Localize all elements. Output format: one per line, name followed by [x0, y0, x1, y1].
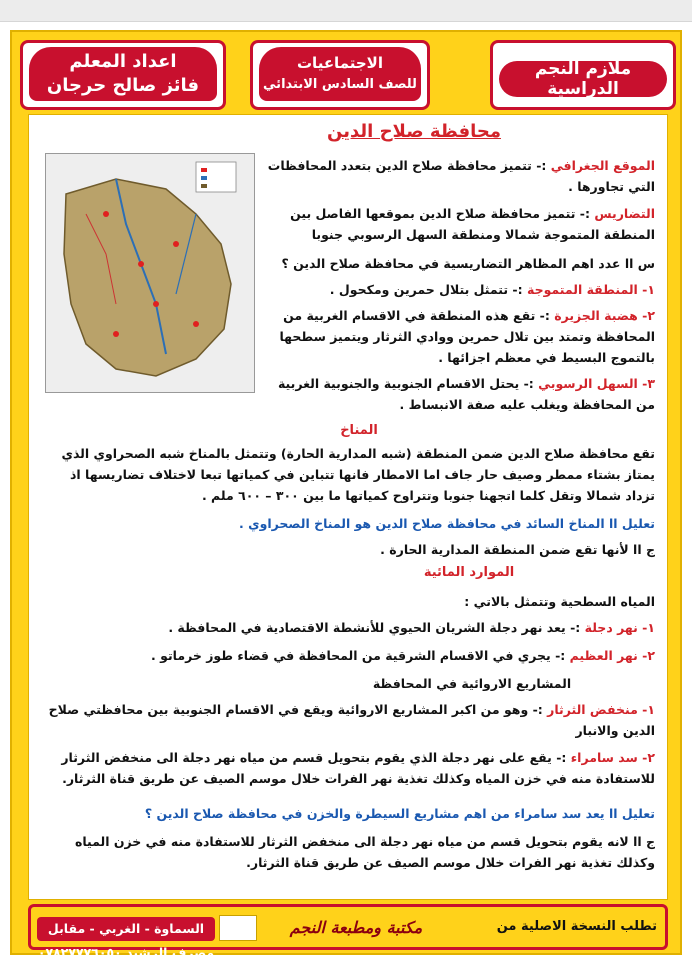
- river-2-label: ٢- نهر العظيم: [569, 648, 655, 663]
- teacher-header: [20, 40, 226, 110]
- content-area: [28, 114, 668, 900]
- answer-2-text: :- تقع هذه المنطقة في الاقسام الغربية من المحافظة وتمتد بين تلال حمرين ووادي الثرثار ويتميز سطحها بالتموج البسيط في معظم اجزائها .: [279, 308, 655, 365]
- irrigation-heading: المشاريع الاروائية في المحافظة: [372, 676, 572, 691]
- answer-1-text: :- تتمثل بتلال حمرين ومكحول .: [329, 282, 523, 297]
- subject-header: [250, 40, 430, 110]
- top-bar: [0, 0, 692, 22]
- prepared-by-label: اعداد المعلم: [69, 51, 177, 72]
- footer-bar: [28, 904, 668, 960]
- climate-heading: المناخ: [340, 423, 378, 438]
- footer-order-text: تطلب النسخة الاصلية من: [496, 919, 657, 934]
- project-1-label: ١- منخفض الثرثار: [547, 702, 655, 717]
- river-2-item: [43, 645, 655, 666]
- location-label: الموقع الجغرافي: [550, 158, 655, 173]
- river-1-label: ١- نهر دجلة: [584, 620, 655, 635]
- project-2-label: ٢- سد سامراء: [570, 750, 655, 765]
- question-1: س اا عدد اهم المظاهر التضاريسية في محافظة صلاح الدين ؟: [281, 256, 655, 271]
- answer-3-item: [265, 373, 655, 415]
- project-1-text: :- وهو من اكبر المشاريع الاروائية ويقع في الاقسام الجنوبية بين محافظتي صلاح الدين والانبار: [48, 702, 655, 738]
- terrain-text: :- تتميز محافظة صلاح الدين بموقعها الفاصل بين المنطقة المتموجة شمالا ومنطقة السهل الرسوبي جنوبا: [290, 206, 655, 242]
- river-1-text: :- يعد نهر دجلة الشريان الحيوي للأنشطة الاقتصادية في المحافظة .: [168, 620, 581, 635]
- answer-3-label: ٣- السهل الرسوبي: [538, 376, 655, 391]
- project-1-item: [43, 699, 655, 741]
- series-header: [490, 40, 676, 110]
- location-paragraph: [265, 155, 655, 197]
- teacher-name: فائز صالح حرجان: [46, 75, 200, 96]
- answer-2-label: ٢- هضبة الجزيرة: [554, 308, 655, 323]
- subject-title: الاجتماعيات: [296, 54, 383, 72]
- answer-reason-1: ج اا لأنها تقع ضمن المنطقة المدارية الحارة .: [380, 542, 655, 557]
- footer-blank-box: [219, 915, 257, 941]
- footer-address: السماوة - الغربي - مقابل مصرف الرشيد ٠٧٨٢٧٧٧٦٠٥٠: [37, 917, 215, 941]
- grade-label: للصف السادس الابتدائي: [263, 77, 417, 92]
- surface-water-intro: المياه السطحية وتتمثل بالاتي :: [464, 594, 655, 609]
- answer-3-text: :- يحتل الاقسام الجنوبية والجنوبية الغربية من المحافظة ويغلب عليه صفة الانبساط .: [277, 376, 655, 412]
- province-map-image: [45, 153, 255, 393]
- answer-1-item: [265, 279, 655, 300]
- reason-2: تعليل اا يعد سد سامراء من اهم مشاريع السيطرة والخزن في محافظة صلاح الدين ؟: [144, 806, 655, 821]
- answer-1-label: ١- المنطقة المتموجة: [526, 282, 655, 297]
- reason-1: تعليل اا المناخ السائد في محافظة صلاح الدين هو المناخ الصحراوي .: [239, 516, 655, 531]
- project-2-item: [43, 747, 655, 789]
- project-2-text: :- يقع على نهر دجلة الذي يقوم بتحويل قسم من مياه نهر دجلة الى منخفض الثرثار للاستفادة منه في خزن المياه وكذلك تغذية نهر الفرات خلال موسم الصيف عن طريق قناة الثرثار.: [61, 750, 655, 786]
- answer-2-item: [265, 305, 655, 368]
- river-2-text: :- يجري في الاقسام الشرقية من المحافظة في قضاء طوز خرماتو .: [151, 648, 566, 663]
- terrain-label: التضاريس: [594, 206, 655, 221]
- footer-calligraphy-logo: مكتبة ومطبعة النجم: [289, 918, 423, 937]
- river-1-item: [43, 617, 655, 638]
- page-title: محافظة صلاح الدين: [327, 121, 501, 142]
- climate-paragraph: تقع محافظة صلاح الدين ضمن المنطقة (شبه المدارية الحارة) وتتمثل بالمناخ شبه الصحراوي الذي يمتاز بشتاء ممطر وصيف حار جاف اما الامطار فانها تتباين في كمياتها تبعا لاختلاف تضاريسها اذ تزداد شمالا وتقل كلما اتجهنا جنوبا وتتراوح كمياتها ما بين ٣٠٠ – ٦٠٠ ملم .: [61, 446, 655, 503]
- terrain-paragraph: [265, 203, 655, 245]
- answer-reason-2: ج اا لانه يقوم بتحويل قسم من مياه نهر دجلة الى منخفض الثرثار للاستفادة منه في خزن المياه وكذلك تغذية نهر الفرات خلال موسم الصيف عن طريق قناة الثرثار.: [74, 834, 655, 870]
- series-title: ملازم النجم الدراسية: [499, 61, 667, 97]
- location-text: :- تتميز محافظة صلاح الدين بتعدد المحافظات التي تجاورها .: [267, 158, 655, 194]
- water-heading: الموارد المائية: [423, 565, 515, 580]
- page-frame: [10, 30, 682, 960]
